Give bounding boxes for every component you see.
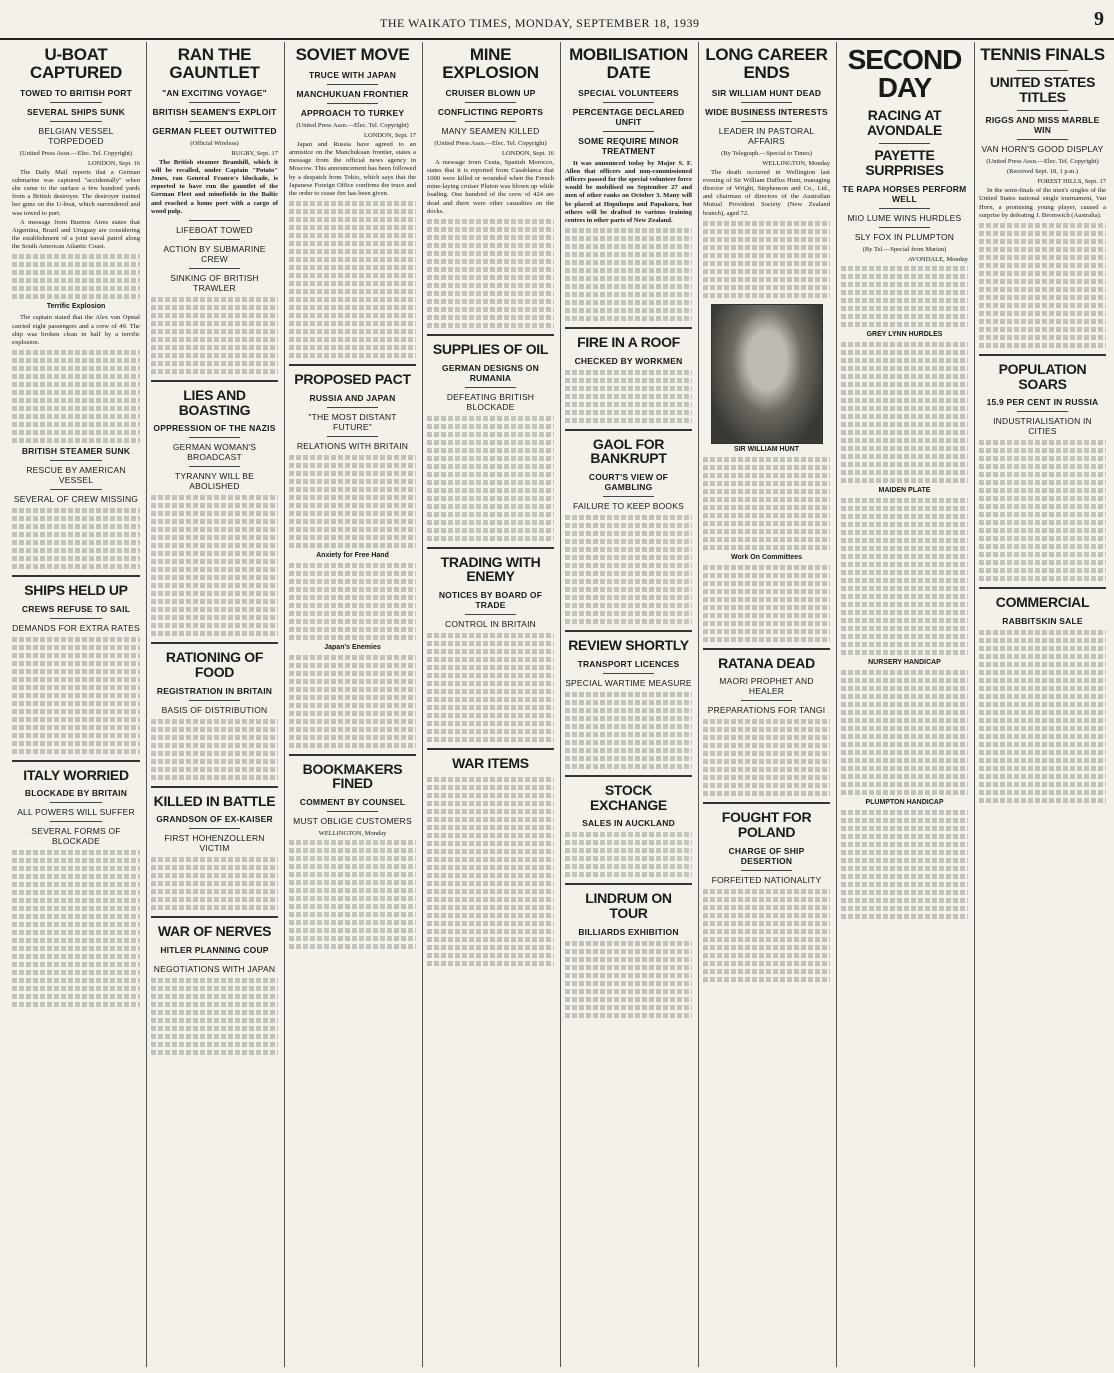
deck: BELGIAN VESSEL TORPEDOED [38, 125, 114, 146]
deck: WIDE BUSINESS INTERESTS [705, 106, 828, 117]
wire-credit: (United Press Assn.—Elec. Tel. Copyright) [986, 158, 1099, 166]
deck: MIO LUME WINS HURDLES [847, 212, 962, 223]
dateline: AVONDALE, Monday [907, 255, 968, 263]
deck: BASIS OF DISTRIBUTION [161, 704, 268, 715]
subheadline: TRUCE WITH JAPAN [308, 69, 397, 80]
portrait-photo [711, 304, 823, 444]
deck: GERMAN DESIGNS ON RUMANIA [442, 362, 539, 383]
deck: APPROACH TO TURKEY [300, 107, 405, 118]
deck: CREWS REFUSE TO SAIL [21, 603, 131, 614]
article-headline: POPULATION SOARS [998, 360, 1087, 392]
deck: COURT'S VIEW OF GAMBLING [588, 472, 669, 493]
deck: SEVERAL OF CREW MISSING [13, 494, 139, 505]
article-headline: WAR OF NERVES [157, 923, 272, 940]
deck: GERMAN WOMAN'S BROADCAST [172, 442, 257, 463]
article-headline: FIRE IN A ROOF [577, 334, 680, 351]
article-headline: GAOL FOR BANKRUPT [590, 435, 667, 467]
subheadline: SPECIAL VOLUNTEERS [578, 87, 679, 98]
wire-credit: (United Press Assn.—Elec. Tel. Copyright) [19, 149, 133, 157]
deck: FORFEITED NATIONALITY [711, 874, 822, 885]
deck: INDUSTRIALISATION IN CITIES [993, 416, 1092, 437]
deck: CHECKED BY WORKMEN [574, 355, 683, 366]
column-8 [974, 42, 1110, 1367]
article-headline: SUPPLIES OF OIL [432, 340, 549, 357]
deck: RUSSIA AND JAPAN [309, 392, 396, 403]
dateline: LONDON, Sept. 16 [88, 159, 140, 167]
article-headline: TRADING WITH ENEMY [440, 553, 541, 585]
column-5 [560, 42, 696, 1367]
deck: DEFEATING BRITISH BLOCKADE [446, 391, 535, 412]
deck: REGISTRATION IN BRITAIN [156, 685, 273, 696]
deck: 15.9 PER CENT IN RUSSIA [986, 397, 1099, 408]
paragraph: Japan and Russia have agreed to an armistice on the Manchukuan frontier, states a message from the official news agency in Moscow. This announcement has been followed by a despatch from Tokio, which says that the Japanese Foreign Office confirms the truce and the order to cease fire has been given. [289, 140, 416, 197]
wire-credit: (By Tel.—Special from Marian) [862, 245, 947, 253]
subheadline: RACING AT AVONDALE [866, 107, 943, 138]
masthead [0, 0, 1114, 40]
article-headline: TENNIS FINALS [980, 45, 1105, 64]
article-headline: COMMERCIAL [995, 594, 1090, 611]
article-headline: MOBILISATION DATE [569, 45, 688, 82]
column-4 [422, 42, 558, 1367]
deck: CHARGE OF SHIP DESERTION [728, 845, 805, 866]
section-heading: LIFEBOAT TOWED [176, 224, 253, 235]
columns [8, 42, 1110, 1367]
deck: ACTION BY SUBMARINE CREW [163, 243, 266, 264]
deck: TE RAPA HORSES PERFORM WELL [842, 183, 967, 204]
dateline: FOREST HILLS, Sept. 17 [1037, 178, 1106, 186]
deck: CONTROL IN BRITAIN [445, 618, 536, 629]
subheadline: UNITED STATES TITLES [989, 73, 1096, 105]
wire-credit: (United Press Assn.—Elec. Tel. Copyright) [296, 121, 409, 129]
wire-credit: (United Press Assn.—Elec. Tel. Copyright) [434, 139, 547, 147]
race-heading: PLUMPTON HANDICAP [865, 798, 944, 806]
article-headline: LONG CAREER ENDS [705, 45, 828, 82]
deck: ALL POWERS WILL SUFFER [17, 807, 135, 818]
dateline: RUGBY, Sept. 17 [231, 149, 278, 157]
article-headline: LIES AND BOASTING [178, 386, 251, 418]
deck: SLY FOX IN PLUMPTON [854, 231, 955, 242]
deck: NOTICES BY BOARD OF TRADE [438, 589, 543, 610]
subheadline: SIR WILLIAM HUNT DEAD [711, 87, 822, 98]
article-headline: STOCK EXCHANGE [590, 781, 667, 813]
deck: SPECIAL WARTIME MEASURE [565, 677, 692, 688]
deck: SEVERAL FORMS OF BLOCKADE [31, 826, 121, 847]
article-headline: MINE EXPLOSION [442, 45, 539, 82]
deck: SOME REQUIRE MINOR TREATMENT [578, 135, 679, 156]
article-headline: WAR ITEMS [452, 754, 529, 771]
deck: MANCHUKUAN FRONTIER [296, 88, 409, 99]
column-2 [146, 42, 282, 1367]
article-headline: FOUGHT FOR POLAND [721, 809, 812, 841]
deck: MUST OBLIGE CUSTOMERS [293, 816, 412, 827]
deck: PERCENTAGE DECLARED UNFIT [572, 106, 685, 127]
wire-credit: (By Telegraph.—Special to Times) [721, 149, 812, 157]
deck: RESCUE BY AMERICAN VESSEL [26, 465, 126, 486]
dateline: WELLINGTON, Monday [762, 159, 830, 167]
paragraph: In the semi-finals of the men's singles of the United States national single tournament, Van Horn, a promising young player, caused a surprise by defeating J. Bromwich (Australia). [979, 187, 1106, 219]
deck: PAYETTE SURPRISES [865, 147, 944, 179]
deck: GERMAN FLEET OUTWITTED [152, 125, 277, 136]
race-heading: GREY LYNN HURDLES [866, 330, 943, 338]
deck: NEGOTIATIONS WITH JAPAN [153, 964, 276, 975]
column-3 [284, 42, 420, 1367]
deck: GRANDSON OF EX-KAISER [156, 814, 273, 825]
article-headline: REVIEW SHORTLY [568, 637, 689, 654]
section-heading: Terrific Explosion [46, 303, 106, 311]
paragraph: A message from Buenos Aires states that Argentina, Brazil and Uruguay are considering the establishment of a joint naval patrol along the South American Atlantic Coast. [12, 218, 140, 251]
deck: MAORI PROPHET AND HEALER [719, 676, 814, 697]
subheadline: "AN EXCITING VOYAGE" [162, 87, 267, 98]
page-number: 9 [1094, 8, 1104, 30]
deck: RABBITSKIN SALE [1002, 615, 1083, 626]
deck: FIRST HOHENZOLLERN VICTIM [164, 833, 265, 854]
article-headline: RATANA DEAD [718, 654, 815, 671]
race-heading: NURSERY HANDICAP [868, 658, 941, 666]
article-body [12, 169, 140, 252]
article-headline: SECOND DAY [847, 44, 962, 103]
article-headline: U-BOAT CAPTURED [29, 45, 123, 82]
race-heading: MAIDEN PLATE [878, 486, 931, 494]
paragraph: The Daily Mail reports that a German submarine was captured "accidentally" when she came to the surface a few hundred yards from a British destroyer. The destroyer trained her guns on the U-boat, which surrendered and was towed to port. [12, 168, 140, 217]
article-headline: RAN THE GAUNTLET [169, 45, 260, 82]
paragraph: The British steamer Bramhill, which it will be recalled, under Captain "Potato" Jones, ran General Franco's blockade, is reported to have run the gauntlet of the German Fleet and minefields in the Baltic and reached a home port with a cargo of wood pulp. [151, 158, 278, 215]
deck: BRITISH SEAMEN'S EXPLOIT [152, 106, 277, 117]
deck: CONFLICTING REPORTS [437, 106, 544, 117]
section-heading: Japan's Enemies [324, 643, 381, 651]
deck: PREPARATIONS FOR TANGI [707, 705, 826, 716]
column-7 [836, 42, 972, 1367]
article-headline: RATIONING OF FOOD [165, 649, 264, 680]
article-headline: LINDRUM ON TOUR [585, 890, 672, 921]
paragraph: The death occurred in Wellington last evening of Sir William Duffus Hunt, managing director of Wright, Stephenson and Co., Ltd., and chairman of directors of the Australian Mutual Provident Society (New Zealand branch), aged 72. [703, 168, 830, 217]
paragraph: A message from Ceuta, Spanish Morocco, states that it is reported from Casablanca that 1000 were killed or wounded when the French mine-laying cruiser Pluton was blown up while loading. One hundred of the crew of 424 are dead and there were other casualties on the docks. [427, 158, 554, 215]
paragraph: It was announced today by Major S. F. Allen that officers and non-commissioned officers passed for the special volunteer force would be mobilised on September 27 and men of other ranks on October 3. Many will be placed at Hopuhopu and Papakura, but others will be drafted to various training centres in other parts of New Zealand. [565, 159, 692, 224]
deck: DEMANDS FOR EXTRA RATES [12, 622, 140, 633]
deck: BLOCKADE BY BRITAIN [24, 788, 128, 799]
deck: OPPRESSION OF THE NAZIS [153, 423, 276, 434]
column-1 [8, 42, 144, 1367]
subheadline: CRUISER BLOWN UP [445, 87, 536, 98]
article-headline: PROPOSED PACT [294, 371, 411, 388]
wire-credit: (Official Wireless) [190, 139, 239, 147]
paragraph: The captain stated that the Alex van Opstal carried eight passengers and a crew of 49. The ship was broken clean in half by a terrific explosion. [12, 314, 140, 346]
subheadline: TOWED TO BRITISH PORT [19, 87, 133, 98]
section-heading: Anxiety for Free Hand [316, 551, 389, 559]
article-headline: SOVIET MOVE [295, 45, 410, 64]
article-headline: KILLED IN BATTLE [153, 792, 276, 809]
section-heading: Work On Committees [730, 553, 803, 561]
deck: SEVERAL SHIPS SUNK [27, 106, 125, 117]
deck: BILLIARDS EXHIBITION [578, 926, 679, 937]
deck: "THE MOST DISTANT FUTURE" [308, 411, 397, 432]
deck: HITLER PLANNING COUP [160, 945, 269, 956]
deck: LEADER IN PASTORAL AFFAIRS [718, 125, 815, 146]
deck: RELATIONS WITH BRITAIN [296, 440, 409, 451]
deck: SINKING OF BRITISH TRAWLER [170, 272, 259, 293]
column-6 [698, 42, 834, 1367]
article-headline: BOOKMAKERS FINED [302, 760, 403, 792]
section-heading: BRITISH STEAMER SUNK [21, 446, 131, 457]
deck: SALES IN AUCKLAND [582, 818, 675, 829]
deck: MANY SEAMEN KILLED [441, 125, 540, 136]
article-headline: ITALY WORRIED [23, 766, 129, 783]
dateline: WELLINGTON, Monday [318, 830, 387, 838]
deck: TYRANNY WILL BE ABOLISHED [174, 471, 255, 492]
deck: TRANSPORT LICENCES [577, 658, 680, 669]
deck: RIGGS AND MISS MARBLE WIN [985, 115, 1100, 136]
deck: VAN HORN'S GOOD DISPLAY [981, 144, 1104, 155]
dateline: LONDON, Sept. 16 [502, 149, 554, 157]
dateline: LONDON, Sept. 17 [364, 131, 416, 139]
article-headline: SHIPS HELD UP [24, 582, 128, 599]
received-time: (Received Sept. 18, 1 p.m.) [1006, 168, 1079, 176]
deck: FAILURE TO KEEP BOOKS [573, 501, 684, 512]
newspaper-title: THE WAIKATO TIMES, MONDAY, SEPTEMBER 18, 1939 [380, 16, 700, 30]
deck: COMMENT BY COUNSEL [299, 797, 406, 808]
photo-caption: SIR WILLIAM HUNT [734, 445, 799, 453]
